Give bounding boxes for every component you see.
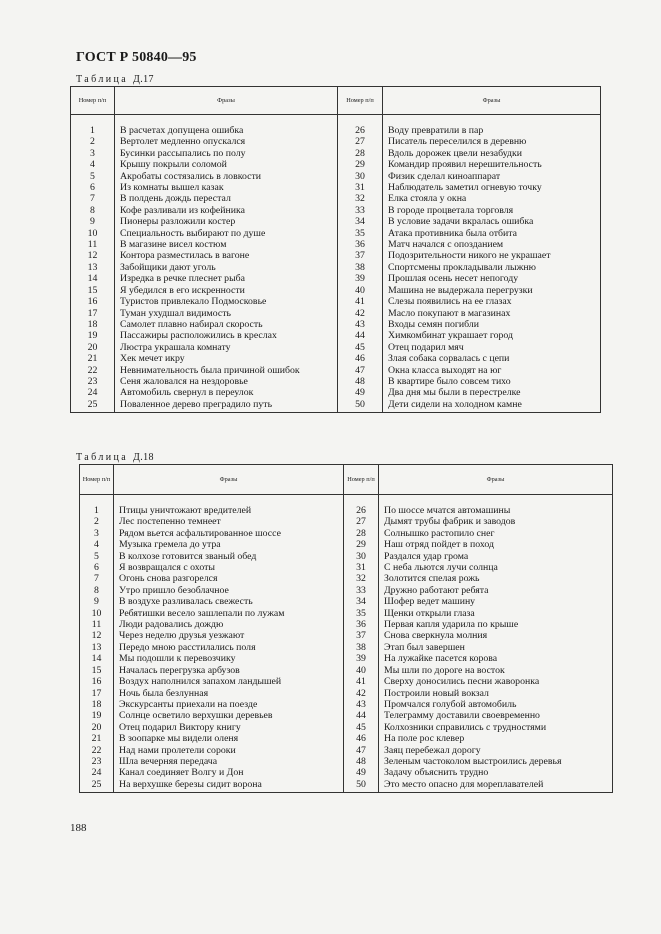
table-row bbox=[80, 585, 613, 596]
phrase-text: Два дня мы были в перестрелке bbox=[383, 387, 601, 398]
phrase-text: Писатель переселился в деревню bbox=[383, 136, 601, 147]
row-number: 49 bbox=[338, 387, 383, 398]
row-number: 37 bbox=[338, 250, 383, 261]
row-number: 18 bbox=[71, 319, 115, 330]
row-number: 11 bbox=[80, 619, 114, 630]
row-number: 33 bbox=[338, 205, 383, 216]
phrase-text: Сверху доносились песни жаворонка bbox=[379, 676, 613, 687]
row-number: 20 bbox=[80, 722, 114, 733]
phrase-text: Дымят трубы фабрик и заводов bbox=[379, 516, 613, 527]
phrase-text: Этап был завершен bbox=[379, 642, 613, 653]
row-number: 12 bbox=[71, 250, 115, 261]
table-d17 bbox=[70, 86, 601, 413]
phrase-text: Кофе разливали из кофейника bbox=[115, 205, 338, 216]
row-number: 39 bbox=[338, 273, 383, 284]
header-num: Номер п/п bbox=[344, 465, 379, 495]
phrase-text: Подозрительности никого не украшает bbox=[383, 250, 601, 261]
phrase-text: Отец подарил мяч bbox=[383, 342, 601, 353]
phrase-text: На поле рос клевер bbox=[379, 733, 613, 744]
row-number: 11 bbox=[71, 239, 115, 250]
phrase-text: Люстра украшала комнату bbox=[115, 342, 338, 353]
table-row bbox=[80, 642, 613, 653]
table-row bbox=[80, 630, 613, 641]
table-row bbox=[71, 387, 601, 398]
phrase-text: Птицы уничтожают вредителей bbox=[114, 505, 344, 516]
row-number: 30 bbox=[344, 551, 379, 562]
phrase-text: Машина не выдержала перегрузки bbox=[383, 285, 601, 296]
table-row bbox=[80, 516, 613, 527]
table-row bbox=[71, 182, 601, 193]
row-number: 10 bbox=[80, 608, 114, 619]
table-row bbox=[71, 365, 601, 376]
row-number: 47 bbox=[344, 745, 379, 756]
row-number: 30 bbox=[338, 171, 383, 182]
phrase-text: В расчетах допущена ошибка bbox=[115, 125, 338, 136]
phrase-text: Вдоль дорожек цвели незабудки bbox=[383, 148, 601, 159]
table-row bbox=[71, 148, 601, 159]
phrase-text: Автомобиль свернул в переулок bbox=[115, 387, 338, 398]
header-phrase: Фразы bbox=[379, 465, 613, 495]
phrase-text: Специальность выбирают по душе bbox=[115, 228, 338, 239]
table-row bbox=[71, 171, 601, 182]
table-row bbox=[71, 159, 601, 170]
row-number: 44 bbox=[338, 330, 383, 341]
header-num: Номер п/п bbox=[338, 87, 383, 115]
phrase-text: Туристов привлекало Подмосковье bbox=[115, 296, 338, 307]
phrase-text: Пассажиры расположились в креслах bbox=[115, 330, 338, 341]
table-body bbox=[80, 495, 613, 793]
row-number: 27 bbox=[338, 136, 383, 147]
phrase-text: Заяц перебежал дорогу bbox=[379, 745, 613, 756]
phrase-text: Невнимательность была причиной ошибок bbox=[115, 365, 338, 376]
table-row bbox=[71, 285, 601, 296]
row-number: 1 bbox=[71, 125, 115, 136]
table-row bbox=[80, 699, 613, 710]
row-number: 35 bbox=[344, 608, 379, 619]
row-number: 4 bbox=[80, 539, 114, 550]
table-row bbox=[80, 665, 613, 676]
table-body bbox=[71, 115, 601, 413]
row-number: 15 bbox=[80, 665, 114, 676]
row-number: 12 bbox=[80, 630, 114, 641]
phrase-text: Хек мечет икру bbox=[115, 353, 338, 364]
row-number: 36 bbox=[344, 619, 379, 630]
phrase-text: Дружно работают ребята bbox=[379, 585, 613, 596]
table-caption-word: Таблица bbox=[76, 452, 129, 463]
phrase-text: Мы шли по дороге на восток bbox=[379, 665, 613, 676]
phrase-text: Шла вечерняя передача bbox=[114, 756, 344, 767]
row-number: 9 bbox=[71, 216, 115, 227]
row-number: 19 bbox=[71, 330, 115, 341]
header-phrase: Фразы bbox=[383, 87, 601, 115]
phrase-text: Химкомбинат украшает город bbox=[383, 330, 601, 341]
table-row bbox=[71, 250, 601, 261]
table-row bbox=[71, 216, 601, 227]
table-row bbox=[71, 193, 601, 204]
phrase-text: Золотится спелая рожь bbox=[379, 573, 613, 584]
phrase-text: Рядом вьется асфальтированное шоссе bbox=[114, 528, 344, 539]
phrase-text: В воздухе разливалась свежесть bbox=[114, 596, 344, 607]
row-number: 6 bbox=[71, 182, 115, 193]
phrase-text: На верхушке березы сидит ворона bbox=[114, 779, 344, 793]
row-number: 23 bbox=[71, 376, 115, 387]
row-number: 42 bbox=[338, 308, 383, 319]
phrase-text: Зеленым частоколом выстроились деревья bbox=[379, 756, 613, 767]
table-row bbox=[80, 608, 613, 619]
row-number: 2 bbox=[80, 516, 114, 527]
row-number: 22 bbox=[71, 365, 115, 376]
phrase-text: Сеня жаловался на нездоровье bbox=[115, 376, 338, 387]
row-number: 6 bbox=[80, 562, 114, 573]
row-number: 40 bbox=[344, 665, 379, 676]
row-number: 34 bbox=[338, 216, 383, 227]
table-row bbox=[80, 505, 613, 516]
phrase-text: Задачу объяснить трудно bbox=[379, 767, 613, 778]
row-number: 10 bbox=[71, 228, 115, 239]
row-number: 47 bbox=[338, 365, 383, 376]
phrase-text: Передо мною расстилались поля bbox=[114, 642, 344, 653]
row-number: 29 bbox=[338, 159, 383, 170]
phrase-text: Акробаты состязались в ловкости bbox=[115, 171, 338, 182]
row-number: 1 bbox=[80, 505, 114, 516]
table-row bbox=[80, 688, 613, 699]
header-phrase: Фразы bbox=[115, 87, 338, 115]
phrase-text: Из комнаты вышел казак bbox=[115, 182, 338, 193]
phrase-text: Наблюдатель заметил огневую точку bbox=[383, 182, 601, 193]
phrase-text: Воду превратили в пар bbox=[383, 125, 601, 136]
phrase-text: Окна класса выходят на юг bbox=[383, 365, 601, 376]
row-number: 48 bbox=[344, 756, 379, 767]
row-number: 46 bbox=[344, 733, 379, 744]
phrase-text: Снова сверкнула молния bbox=[379, 630, 613, 641]
phrase-text: Масло покупают в магазинах bbox=[383, 308, 601, 319]
row-number: 45 bbox=[338, 342, 383, 353]
table-row bbox=[71, 296, 601, 307]
table-caption-word: Таблица bbox=[76, 74, 129, 85]
row-number: 3 bbox=[80, 528, 114, 539]
phrase-text: Атака противника была отбита bbox=[383, 228, 601, 239]
row-number: 16 bbox=[80, 676, 114, 687]
phrase-text: Контора разместилась в вагоне bbox=[115, 250, 338, 261]
phrase-text: Поваленное дерево преградило путь bbox=[115, 399, 338, 413]
phrase-text: Шофер ведет машину bbox=[379, 596, 613, 607]
phrase-text: Люди радовались дождю bbox=[114, 619, 344, 630]
phrase-text: Солнышко растопило снег bbox=[379, 528, 613, 539]
table-caption-number: Д.18 bbox=[132, 452, 154, 463]
row-number: 32 bbox=[338, 193, 383, 204]
phrase-text: Физик сделал киноаппарат bbox=[383, 171, 601, 182]
row-number: 38 bbox=[344, 642, 379, 653]
table-row bbox=[80, 710, 613, 721]
phrase-text: Входы семян погибли bbox=[383, 319, 601, 330]
table-row bbox=[71, 239, 601, 250]
row-number: 16 bbox=[71, 296, 115, 307]
row-number: 41 bbox=[344, 676, 379, 687]
table-row bbox=[80, 722, 613, 733]
table-row bbox=[71, 399, 601, 413]
phrase-text: Изредка в речке плеснет рыба bbox=[115, 273, 338, 284]
row-number: 21 bbox=[80, 733, 114, 744]
table-row bbox=[71, 353, 601, 364]
table-row bbox=[71, 136, 601, 147]
table-row bbox=[80, 756, 613, 767]
phrase-text: Елка стояла у окна bbox=[383, 193, 601, 204]
phrase-text: Вертолет медленно опускался bbox=[115, 136, 338, 147]
row-number: 37 bbox=[344, 630, 379, 641]
phrase-text: Дети сидели на холодном камне bbox=[383, 399, 601, 413]
table-row bbox=[71, 319, 601, 330]
row-number: 14 bbox=[80, 653, 114, 664]
table-row bbox=[80, 745, 613, 756]
row-number: 39 bbox=[344, 653, 379, 664]
header-num: Номер п/п bbox=[80, 465, 114, 495]
row-number: 48 bbox=[338, 376, 383, 387]
row-number: 45 bbox=[344, 722, 379, 733]
row-number: 49 bbox=[344, 767, 379, 778]
row-number: 26 bbox=[338, 125, 383, 136]
table-row bbox=[71, 330, 601, 341]
row-number: 38 bbox=[338, 262, 383, 273]
row-number: 7 bbox=[80, 573, 114, 584]
table-row bbox=[80, 733, 613, 744]
table-d18-caption bbox=[76, 452, 154, 463]
row-number: 50 bbox=[338, 399, 383, 413]
table-row bbox=[80, 767, 613, 778]
row-number: 24 bbox=[71, 387, 115, 398]
phrase-text: На лужайке пасется корова bbox=[379, 653, 613, 664]
row-number: 25 bbox=[71, 399, 115, 413]
phrase-text: В полдень дождь перестал bbox=[115, 193, 338, 204]
row-number: 14 bbox=[71, 273, 115, 284]
row-number: 7 bbox=[71, 193, 115, 204]
phrase-text: Промчался голубой автомобиль bbox=[379, 699, 613, 710]
phrase-text: Телеграмму доставили своевременно bbox=[379, 710, 613, 721]
phrase-text: Забойщики дают уголь bbox=[115, 262, 338, 273]
phrase-text: В городе процветала торговля bbox=[383, 205, 601, 216]
table-row bbox=[71, 262, 601, 273]
row-number: 44 bbox=[344, 710, 379, 721]
table-row bbox=[71, 205, 601, 216]
table-row bbox=[80, 779, 613, 793]
phrase-text: В зоопарке мы видели оленя bbox=[114, 733, 344, 744]
phrase-text: Экскурсанты приехали на поезде bbox=[114, 699, 344, 710]
row-number: 22 bbox=[80, 745, 114, 756]
header-num: Номер п/п bbox=[71, 87, 115, 115]
row-number: 15 bbox=[71, 285, 115, 296]
phrase-text: Я убедился в его искренности bbox=[115, 285, 338, 296]
row-number: 13 bbox=[71, 262, 115, 273]
phrase-text: В условие задачи вкралась ошибка bbox=[383, 216, 601, 227]
phrase-text: Пионеры разложили костер bbox=[115, 216, 338, 227]
phrase-text: Солнце осветило верхушки деревьев bbox=[114, 710, 344, 721]
phrase-text: Прошлая осень несет непогоду bbox=[383, 273, 601, 284]
phrase-text: По шоссе мчатся автомашины bbox=[379, 505, 613, 516]
row-number: 31 bbox=[344, 562, 379, 573]
phrase-text: С неба льются лучи солнца bbox=[379, 562, 613, 573]
table-row bbox=[80, 551, 613, 562]
phrase-text: Наш отряд пойдет в поход bbox=[379, 539, 613, 550]
table-row bbox=[80, 562, 613, 573]
row-number: 32 bbox=[344, 573, 379, 584]
table-row bbox=[71, 228, 601, 239]
row-number: 50 bbox=[344, 779, 379, 793]
phrase-text: Ребятишки весело зашлепали по лужам bbox=[114, 608, 344, 619]
table-row bbox=[80, 573, 613, 584]
table-row bbox=[80, 619, 613, 630]
row-number: 33 bbox=[344, 585, 379, 596]
phrase-text: Началась перегрузка арбузов bbox=[114, 665, 344, 676]
row-number: 41 bbox=[338, 296, 383, 307]
row-number: 27 bbox=[344, 516, 379, 527]
row-number: 43 bbox=[344, 699, 379, 710]
phrase-text: Канал соединяет Волгу и Дон bbox=[114, 767, 344, 778]
table-row bbox=[71, 376, 601, 387]
phrase-text: Музыка гремела до утра bbox=[114, 539, 344, 550]
header-phrase: Фразы bbox=[114, 465, 344, 495]
row-number: 25 bbox=[80, 779, 114, 793]
row-number: 19 bbox=[80, 710, 114, 721]
row-number: 5 bbox=[71, 171, 115, 182]
phrase-text: Спортсмены прокладывали лыжню bbox=[383, 262, 601, 273]
phrase-text: Бусинки рассыпались по полу bbox=[115, 148, 338, 159]
row-number: 35 bbox=[338, 228, 383, 239]
row-number: 17 bbox=[71, 308, 115, 319]
phrase-text: Раздался удар грома bbox=[379, 551, 613, 562]
row-number: 3 bbox=[71, 148, 115, 159]
phrase-text: Слезы появились на ее глазах bbox=[383, 296, 601, 307]
phrase-text: Первая капля ударила по крыше bbox=[379, 619, 613, 630]
row-number: 36 bbox=[338, 239, 383, 250]
row-number: 40 bbox=[338, 285, 383, 296]
phrase-text: Ночь была безлунная bbox=[114, 688, 344, 699]
table-row bbox=[80, 676, 613, 687]
phrase-text: Это место опасно для мореплавателей bbox=[379, 779, 613, 793]
phrase-text: В колхозе готовится званый обед bbox=[114, 551, 344, 562]
table-row bbox=[80, 596, 613, 607]
row-number: 5 bbox=[80, 551, 114, 562]
row-number: 4 bbox=[71, 159, 115, 170]
table-row bbox=[71, 342, 601, 353]
phrase-text: Командир проявил нерешительность bbox=[383, 159, 601, 170]
row-number: 9 bbox=[80, 596, 114, 607]
phrase-text: Колхозники справились с трудностями bbox=[379, 722, 613, 733]
row-number: 42 bbox=[344, 688, 379, 699]
row-number: 8 bbox=[71, 205, 115, 216]
row-number: 24 bbox=[80, 767, 114, 778]
row-number: 29 bbox=[344, 539, 379, 550]
phrase-text: Построили новый вокзал bbox=[379, 688, 613, 699]
phrase-text: Отец подарил Виктору книгу bbox=[114, 722, 344, 733]
phrase-text: Крышу покрыли соломой bbox=[115, 159, 338, 170]
phrase-text: Огонь снова разгорелся bbox=[114, 573, 344, 584]
row-number: 8 bbox=[80, 585, 114, 596]
phrase-text: Злая собака сорвалась с цепи bbox=[383, 353, 601, 364]
row-number: 18 bbox=[80, 699, 114, 710]
row-number: 21 bbox=[71, 353, 115, 364]
table-caption-number: Д.17 bbox=[132, 74, 154, 85]
row-number: 28 bbox=[344, 528, 379, 539]
row-number: 20 bbox=[71, 342, 115, 353]
row-number: 17 bbox=[80, 688, 114, 699]
phrase-text: Туман ухудшал видимость bbox=[115, 308, 338, 319]
table-d18 bbox=[79, 464, 613, 793]
table-row bbox=[80, 528, 613, 539]
row-number: 26 bbox=[344, 505, 379, 516]
phrase-text: Щенки открыли глаза bbox=[379, 608, 613, 619]
row-number: 2 bbox=[71, 136, 115, 147]
row-number: 31 bbox=[338, 182, 383, 193]
phrase-text: В квартире было совсем тихо bbox=[383, 376, 601, 387]
phrase-text: В магазине висел костюм bbox=[115, 239, 338, 250]
phrase-text: Мы подошли к перевозчику bbox=[114, 653, 344, 664]
phrase-text: Лес постепенно темнеет bbox=[114, 516, 344, 527]
phrase-text: Через неделю друзья уезжают bbox=[114, 630, 344, 641]
row-number: 43 bbox=[338, 319, 383, 330]
phrase-text: Утро пришло безоблачное bbox=[114, 585, 344, 596]
phrase-text: Матч начался с опозданием bbox=[383, 239, 601, 250]
page-number: 188 bbox=[70, 822, 87, 834]
row-number: 46 bbox=[338, 353, 383, 364]
phrase-text: Над нами пролетели сороки bbox=[114, 745, 344, 756]
table-d17-caption bbox=[76, 74, 154, 85]
row-number: 34 bbox=[344, 596, 379, 607]
document-title: ГОСТ Р 50840—95 bbox=[76, 50, 197, 65]
phrase-text: Воздух наполнился запахом ландышей bbox=[114, 676, 344, 687]
table-row bbox=[71, 125, 601, 136]
table-row bbox=[80, 539, 613, 550]
table-row bbox=[71, 273, 601, 284]
row-number: 13 bbox=[80, 642, 114, 653]
table-row bbox=[71, 308, 601, 319]
phrase-text: Я возвращался с охоты bbox=[114, 562, 344, 573]
table-row bbox=[80, 653, 613, 664]
row-number: 23 bbox=[80, 756, 114, 767]
phrase-text: Самолет плавно набирал скорость bbox=[115, 319, 338, 330]
row-number: 28 bbox=[338, 148, 383, 159]
